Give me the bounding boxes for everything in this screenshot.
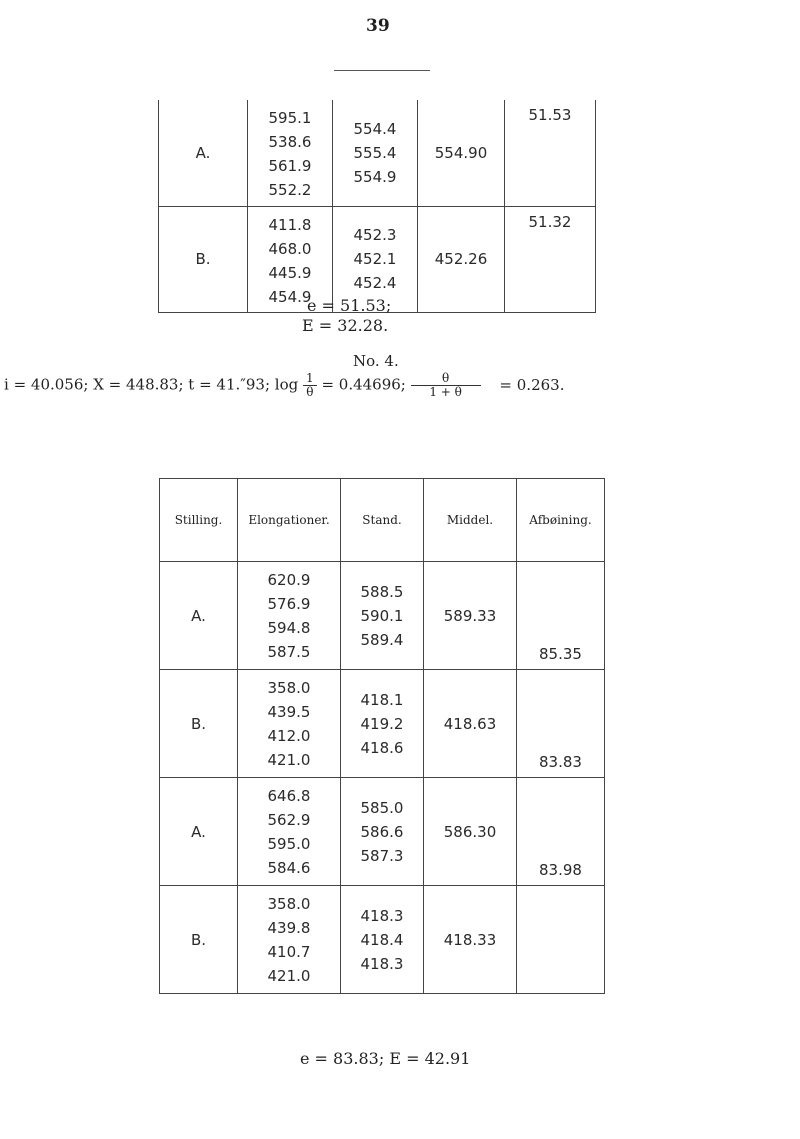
header-afboining: Afbøining. bbox=[517, 479, 605, 562]
header-row bbox=[160, 479, 605, 562]
elongation-value: 595.0 bbox=[267, 835, 311, 853]
table-row bbox=[159, 100, 596, 206]
elongation-cell bbox=[238, 562, 341, 670]
header-stilling: Stilling. bbox=[160, 479, 238, 562]
afboining-cell: 51.53 bbox=[505, 100, 596, 206]
formula-part2: = 0.44696; bbox=[321, 375, 406, 394]
elongation-value: 454.9 bbox=[268, 287, 312, 306]
table-row bbox=[160, 670, 605, 778]
elongation-value: 561.9 bbox=[268, 157, 312, 175]
stand-value: 418.3 bbox=[360, 954, 404, 973]
stand-value: 419.2 bbox=[360, 714, 404, 733]
afboining-cell bbox=[517, 886, 605, 994]
fraction-1-over-theta bbox=[303, 372, 317, 399]
elongation-value: 538.6 bbox=[268, 133, 312, 151]
elongation-cell bbox=[248, 100, 333, 206]
stand-value: 586.6 bbox=[360, 822, 404, 841]
stand-value: 590.1 bbox=[360, 606, 404, 625]
stand-value: 452.1 bbox=[353, 250, 397, 268]
stand-cell bbox=[341, 886, 424, 994]
measurement-table-1 bbox=[158, 100, 596, 313]
measurement-table-2 bbox=[159, 478, 605, 994]
stand-value: 418.6 bbox=[360, 738, 404, 757]
stilling-cell: B. bbox=[160, 670, 238, 778]
afboining-cell: 83.83 bbox=[517, 670, 605, 778]
stilling-cell: A. bbox=[159, 100, 248, 206]
formula-part3: = 0.263. bbox=[499, 375, 565, 394]
elongation-value: 468.0 bbox=[268, 239, 312, 258]
fraction-theta-over-1-plus-theta bbox=[411, 372, 481, 399]
formula-part1: i = 40.056; X = 448.83; t = 41.″93; log bbox=[4, 375, 299, 394]
elongation-value: 358.0 bbox=[267, 895, 311, 913]
afboining-cell: 83.98 bbox=[517, 778, 605, 886]
elongation-value: 358.0 bbox=[267, 679, 311, 697]
middel-cell: 418.63 bbox=[424, 670, 517, 778]
stand-value: 418.3 bbox=[360, 906, 404, 925]
table-row bbox=[160, 886, 605, 994]
elongation-value: 594.8 bbox=[267, 619, 311, 637]
stand-cell bbox=[341, 778, 424, 886]
table-row bbox=[160, 778, 605, 886]
result-E-1: E = 32.28. bbox=[302, 316, 389, 335]
elongation-cell bbox=[238, 886, 341, 994]
stand-value: 554.9 bbox=[353, 167, 397, 186]
stand-cell bbox=[341, 670, 424, 778]
stand-value: 452.4 bbox=[353, 274, 397, 292]
stand-value: 585.0 bbox=[360, 798, 404, 817]
frac1-denominator: θ bbox=[306, 385, 314, 399]
elongation-value: 587.5 bbox=[267, 643, 311, 661]
stand-value: 588.5 bbox=[360, 582, 404, 601]
middel-cell: 452.26 bbox=[418, 206, 505, 312]
header-rule bbox=[334, 70, 430, 71]
stand-value: 418.4 bbox=[360, 930, 404, 949]
formula-line bbox=[4, 372, 564, 399]
frac2-denominator: 1 + θ bbox=[429, 385, 462, 399]
header-middel: Middel. bbox=[424, 479, 517, 562]
stand-value: 418.1 bbox=[360, 690, 404, 709]
elongation-value: 421.0 bbox=[267, 967, 311, 985]
table-row bbox=[160, 562, 605, 670]
middel-cell: 586.30 bbox=[424, 778, 517, 886]
result-e-1: e = 51.53; bbox=[307, 296, 392, 315]
elongation-value: 595.1 bbox=[268, 109, 312, 127]
stand-value: 589.4 bbox=[360, 630, 404, 649]
frac1-numerator: 1 bbox=[303, 372, 317, 386]
elongation-value: 421.0 bbox=[267, 751, 311, 769]
stilling-cell: A. bbox=[160, 562, 238, 670]
elongation-value: 412.0 bbox=[267, 727, 311, 745]
stilling-cell: B. bbox=[160, 886, 238, 994]
afboining-cell: 85.35 bbox=[517, 562, 605, 670]
stand-value: 587.3 bbox=[360, 846, 404, 865]
elongation-value: 410.7 bbox=[267, 943, 311, 961]
frac2-numerator: θ bbox=[411, 372, 481, 386]
afboining-cell: 51.32 bbox=[505, 206, 596, 312]
section-title: No. 4. bbox=[353, 352, 399, 370]
elongation-value: 576.9 bbox=[267, 595, 311, 613]
page-number: 39 bbox=[366, 16, 390, 36]
stand-value: 555.4 bbox=[353, 143, 397, 162]
middel-cell: 418.33 bbox=[424, 886, 517, 994]
elongation-value: 552.2 bbox=[268, 181, 312, 199]
elongation-value: 445.9 bbox=[268, 263, 312, 282]
elongation-value: 620.9 bbox=[267, 571, 311, 589]
stand-value: 452.3 bbox=[353, 226, 397, 244]
middel-cell: 554.90 bbox=[418, 100, 505, 206]
elongation-value: 439.5 bbox=[267, 703, 311, 721]
elongation-value: 439.8 bbox=[267, 919, 311, 937]
stand-cell bbox=[333, 100, 418, 206]
stand-cell bbox=[341, 562, 424, 670]
header-stand: Stand. bbox=[341, 479, 424, 562]
elongation-cell bbox=[238, 778, 341, 886]
elongation-cell bbox=[238, 670, 341, 778]
header-elongationer: Elongationer. bbox=[238, 479, 341, 562]
elongation-value: 584.6 bbox=[267, 859, 311, 877]
stand-value: 554.4 bbox=[353, 119, 397, 138]
elongation-value: 646.8 bbox=[267, 787, 311, 805]
elongation-value: 411.8 bbox=[268, 215, 312, 234]
middel-cell: 589.33 bbox=[424, 562, 517, 670]
stilling-cell: A. bbox=[160, 778, 238, 886]
stilling-cell: B. bbox=[159, 206, 248, 312]
result-line-2: e = 83.83; E = 42.91 bbox=[300, 1049, 471, 1068]
elongation-value: 562.9 bbox=[267, 811, 311, 829]
